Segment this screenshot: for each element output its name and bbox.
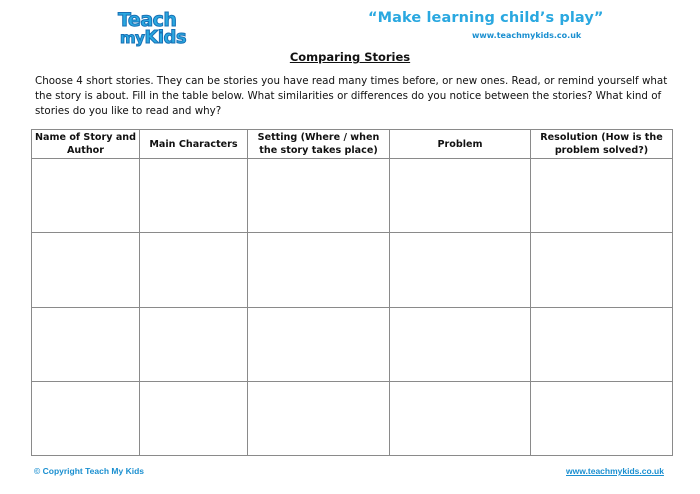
footer-copyright: © Copyright Teach My Kids (34, 466, 145, 476)
header-story-author: Name of Story and Author (32, 130, 140, 159)
table-row (32, 307, 673, 381)
tagline: “Make learning child’s play” (368, 10, 604, 26)
cell-setting[interactable] (248, 159, 390, 233)
cell-resolution[interactable] (531, 381, 673, 455)
cell-main-characters[interactable] (140, 159, 248, 233)
cell-problem[interactable] (390, 307, 531, 381)
cell-setting[interactable] (248, 307, 390, 381)
logo-text-my: my (120, 29, 145, 47)
cell-main-characters[interactable] (140, 233, 248, 307)
cell-resolution[interactable] (531, 233, 673, 307)
header-resolution: Resolution (How is the problem solved?) (531, 130, 673, 159)
cell-story-author[interactable] (32, 381, 140, 455)
header-setting: Setting (Where / when the story takes place) (248, 130, 390, 159)
logo-text-mykids (120, 27, 186, 48)
table-row (32, 381, 673, 455)
cell-problem[interactable] (390, 381, 531, 455)
table-row (32, 159, 673, 233)
teach-my-kids-logo (114, 9, 198, 47)
header-main-characters: Main Characters (140, 130, 248, 159)
worksheet-instructions: Choose 4 short stories. They can be stories you have read many times before, or new ones. Read, or remind yourself what the story is about. Fill in the table below. What similarities or differences do you notice between the stories? What kind of stories do you like to read and why? (35, 75, 668, 117)
cell-setting[interactable] (248, 233, 390, 307)
cell-main-characters[interactable] (140, 381, 248, 455)
cell-story-author[interactable] (32, 233, 140, 307)
footer-website-link[interactable]: www.teachmykids.co.uk (566, 466, 664, 476)
cell-resolution[interactable] (531, 307, 673, 381)
cell-setting[interactable] (248, 381, 390, 455)
cell-resolution[interactable] (531, 159, 673, 233)
cell-problem[interactable] (390, 159, 531, 233)
cell-problem[interactable] (390, 233, 531, 307)
logo-text-teach: Teach (118, 9, 177, 31)
table-header-row (32, 130, 673, 159)
worksheet-title: Comparing Stories (289, 50, 411, 64)
table-row (32, 233, 673, 307)
cell-main-characters[interactable] (140, 307, 248, 381)
cell-story-author[interactable] (32, 159, 140, 233)
header-problem: Problem (390, 130, 531, 159)
cell-story-author[interactable] (32, 307, 140, 381)
comparison-table (31, 129, 673, 456)
header-website-link[interactable]: www.teachmykids.co.uk (472, 31, 582, 40)
logo-text-kids: Kids (144, 27, 187, 48)
